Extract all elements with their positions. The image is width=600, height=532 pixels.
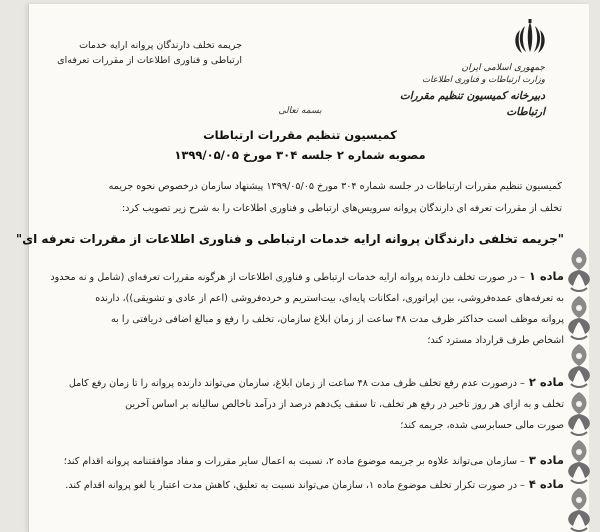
intro-line-2: تخلف از مقررات تعرفه ای دارندگان پروانه سرویس‌های ارتباطی و فناوری اطلاعات را به شرح زیر تصویب کرد:: [121, 203, 562, 214]
decorative-border-ornament: [561, 246, 597, 532]
section-heading: "جریمه تخلفی دارندگان پروانه ارایه خدمات ارتباطی و فناوری اطلاعات از مقررات تعرفه ای": [15, 232, 564, 246]
article-1-line-4: اشخاص طرف قرارداد مسترد کند؛: [427, 335, 564, 346]
document-title: کمیسیون تنظیم مقررات ارتباطات: [203, 128, 397, 142]
article-3: [42, 450, 564, 472]
iran-emblem-icon: [510, 18, 550, 58]
article-2-line-1: – درصورت عدم رفع تخلف ظرف مدت ۴۸ ساعت از زمان ابلاغ، سازمان می‌تواند دارنده پروانه را تا زمان رفع کامل: [68, 378, 525, 389]
resolution-number: مصوبه شماره ۲ جلسه ۳۰۴ مورخ ۱۳۹۹/۰۵/۰۵: [174, 148, 426, 162]
article-1-label: ماده ۱: [528, 269, 564, 283]
header-subject: [42, 38, 242, 68]
letterhead-secretariat: دبیرخانه کمیسیون تنظیم مقررات ارتباطات: [399, 90, 545, 118]
article-1-line-1: – در صورت تخلف دارنده پروانه ارایه خدمات ارتباطی و فناوری اطلاعات از هرگونه مقررات تعرفه‌ای (شامل و نه محدود: [50, 272, 525, 283]
article-4: [42, 474, 564, 496]
article-4-line-1: – در صورت تکرار تخلف موضوع ماده ۱، سازمان می‌تواند نسبت به تعلیق، کاهش مدت اعتبار یا لغو پروانه اقدام کند.: [65, 480, 525, 491]
article-2-label: ماده ۲: [528, 375, 564, 389]
bismillah: بسمه تعالی: [278, 106, 322, 116]
article-3-line-1: – سازمان می‌تواند علاوه بر جریمه موضوع ماده ۲، نسبت به اعمال سایر مقررات و مفاد موافقتنامه پروانه اقدام کند؛: [63, 456, 525, 467]
article-4-label: ماده ۴: [528, 477, 564, 491]
intro-paragraph: [42, 176, 562, 220]
article-3-label: ماده ۳: [528, 453, 564, 467]
article-1-line-3: پروانه موظف است حداکثر ظرف مدت ۴۸ ساعت از زمان ابلاغ سازمان، تخلف را رفع و مبالغ اضافی دریافتی را به: [111, 314, 564, 325]
intro-line-1: کمیسیون تنظیم مقررات ارتباطات در جلسه شماره ۳۰۴ مورخ ۱۳۹۹/۰۵/۰۵ پیشنهاد سازمان درخصوص نحوه جریمه: [108, 181, 562, 192]
letterhead-country: جمهوری اسلامی ایران: [461, 63, 545, 73]
header-subject-line-2: ارتباطی و فناوری اطلاعات از مقررات تعرفه‌ای: [57, 55, 242, 66]
letterhead-ministry: وزارت ارتباطات و فناوری اطلاعات: [422, 75, 545, 85]
article-2-line-2: تخلف و به ازای هر روز تاخیر در رفع هر تخلف، تا سقف یک‌دهم درصد از درآمد ناخالص سالیانه بر اساس آخرین: [125, 399, 564, 410]
article-1-line-2: به تعرفه‌های عمده‌فروشی، بین اپراتوری، امکانات پایه‌ای، بیت‌استریم و خرده‌فروشی (اعم از عادی و تشویقی))، دارنده: [95, 293, 564, 304]
article-2: [42, 372, 564, 436]
article-2-line-3: صورت مالی حسابرسی شده، جریمه کند؛: [400, 420, 564, 431]
article-1: [42, 266, 564, 351]
header-subject-line-1: جریمه تخلف دارندگان پروانه ارایه خدمات: [79, 40, 242, 51]
